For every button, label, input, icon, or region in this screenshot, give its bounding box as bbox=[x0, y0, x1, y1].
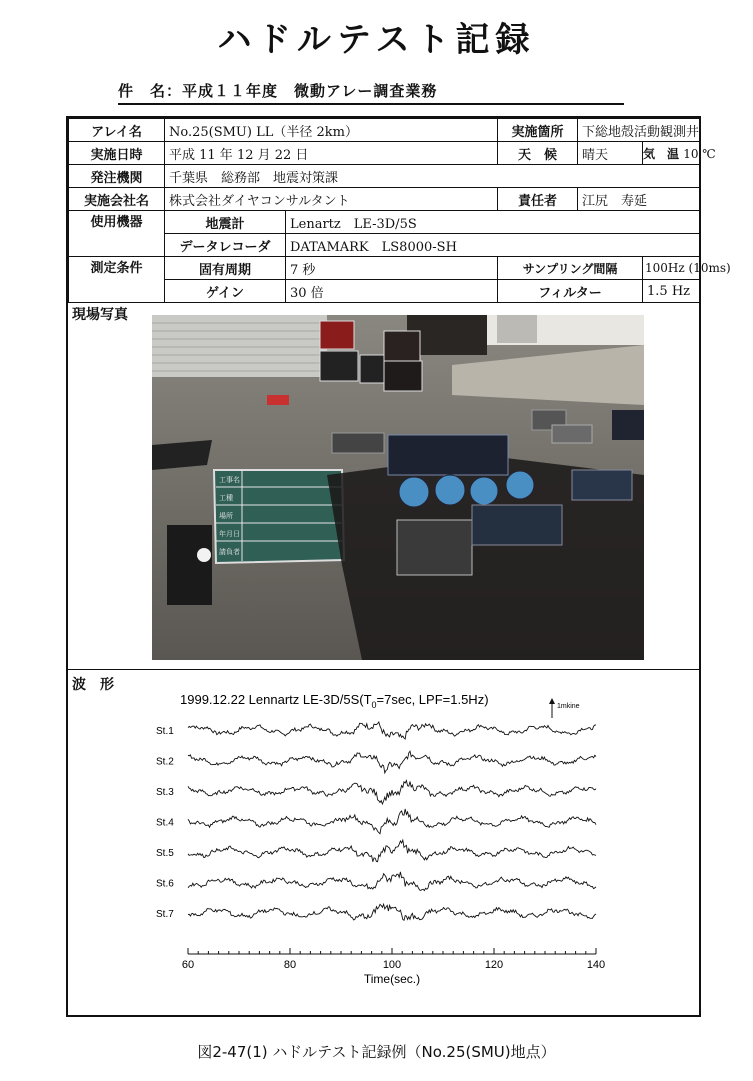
site-photo-illustration bbox=[152, 315, 644, 660]
client-value: 千葉県 総務部 地震対策課 bbox=[165, 165, 700, 188]
svg-text:請負者: 請負者 bbox=[219, 548, 240, 556]
site-photo bbox=[152, 315, 644, 660]
station-label: St.1 bbox=[156, 726, 174, 737]
temperature-label: 気 温 bbox=[643, 146, 680, 161]
svg-text:年月日: 年月日 bbox=[219, 530, 240, 538]
weather-label: 天 候 bbox=[498, 142, 578, 165]
waveform-trace bbox=[188, 722, 596, 739]
time-axis-tick-label: 120 bbox=[484, 959, 504, 971]
site-label: 実施箇所 bbox=[498, 119, 578, 142]
waveform-chart bbox=[68, 678, 699, 1012]
time-axis-tick-label: 140 bbox=[586, 959, 606, 971]
conditions-label: 測定条件 bbox=[69, 257, 165, 303]
seismometer-value: Lenartz LE-3D/5S bbox=[286, 211, 700, 234]
info-table bbox=[68, 118, 731, 303]
station-label: St.6 bbox=[156, 878, 174, 890]
waveform-trace bbox=[188, 781, 596, 805]
filter-value: 1.5 Hz bbox=[643, 280, 700, 303]
time-axis-tick-label: 80 bbox=[283, 959, 297, 971]
amplitude-scale-label: 1mkine bbox=[557, 703, 580, 710]
station-label: St.5 bbox=[156, 848, 174, 859]
company-value: 株式会社ダイヤコンサルタント bbox=[165, 188, 498, 211]
section-divider bbox=[68, 669, 699, 670]
waveform-section-label: 波 形 bbox=[72, 677, 114, 693]
waveform-trace bbox=[188, 809, 596, 834]
site-value: 下総地殻活動観測井 bbox=[578, 119, 700, 142]
client-label: 発注機関 bbox=[69, 165, 165, 188]
svg-text:工種: 工種 bbox=[219, 494, 233, 502]
waveform-title: 1999.12.22 Lennartz $LE-3D/5S(T_0=7\sec$, LPF=1.5Hz) bbox=[180, 692, 489, 710]
amplitude-scale-arrow bbox=[549, 698, 555, 704]
page-title: ハドルテスト記録 bbox=[217, 20, 536, 60]
station-label: St.4 bbox=[156, 817, 174, 829]
seismometer-label: 地震計 bbox=[165, 211, 286, 234]
date-label: 実施日時 bbox=[69, 142, 165, 165]
waveform-trace bbox=[188, 904, 596, 920]
manager-value: 江尻 寿延 bbox=[578, 188, 700, 211]
station-label: St.3 bbox=[156, 787, 174, 798]
period-label: 固有周期 bbox=[165, 257, 286, 280]
temperature-cell bbox=[643, 142, 716, 165]
equipment-label: 使用機器 bbox=[69, 211, 165, 257]
subject-line: 件 名：平成１１年度 微動アレー調査業務 bbox=[118, 80, 624, 105]
temperature-value: 10 ℃ bbox=[683, 146, 716, 161]
waveform-plot bbox=[68, 678, 699, 1008]
sampling-value: 100Hz (10ms) bbox=[643, 257, 700, 280]
time-axis-tick-label: 100 bbox=[382, 959, 402, 971]
gain-label: ゲイン bbox=[165, 280, 286, 303]
weather-value: 晴天 bbox=[578, 142, 643, 165]
waveform-trace bbox=[188, 751, 596, 773]
date-value: 平成 11 年 12 月 22 日 bbox=[165, 142, 498, 165]
station-label: St.2 bbox=[156, 756, 174, 768]
time-axis-tick-label: 60 bbox=[181, 959, 195, 971]
recorder-label: データレコーダ bbox=[165, 234, 286, 257]
figure-caption: 図2-47(1) ハドルテスト記録例（No.25(SMU)地点） bbox=[197, 1043, 556, 1061]
svg-text:場所: 場所 bbox=[219, 512, 233, 520]
record-frame bbox=[66, 116, 731, 1017]
filter-label: フィルター bbox=[498, 280, 643, 303]
sampling-label: サンプリング間隔 bbox=[498, 257, 643, 280]
array-name-value: No.25(SMU) LL（半径 2km） bbox=[165, 119, 498, 142]
company-label: 実施会社名 bbox=[69, 188, 165, 211]
recorder-value: DATAMARK LS8000-SH bbox=[286, 234, 700, 257]
time-axis-label: Time(sec.) bbox=[363, 972, 421, 986]
gain-value: 30 倍 bbox=[286, 280, 498, 303]
period-value: 7 秒 bbox=[286, 257, 498, 280]
waveform-trace bbox=[188, 840, 596, 862]
array-name-label: アレイ名 bbox=[69, 119, 165, 142]
waveform-trace bbox=[188, 872, 596, 891]
photo-section-label: 現場写真 bbox=[72, 307, 128, 323]
station-label: St.7 bbox=[156, 909, 174, 920]
svg-text:工事名: 工事名 bbox=[219, 476, 240, 484]
manager-label: 責任者 bbox=[498, 188, 578, 211]
